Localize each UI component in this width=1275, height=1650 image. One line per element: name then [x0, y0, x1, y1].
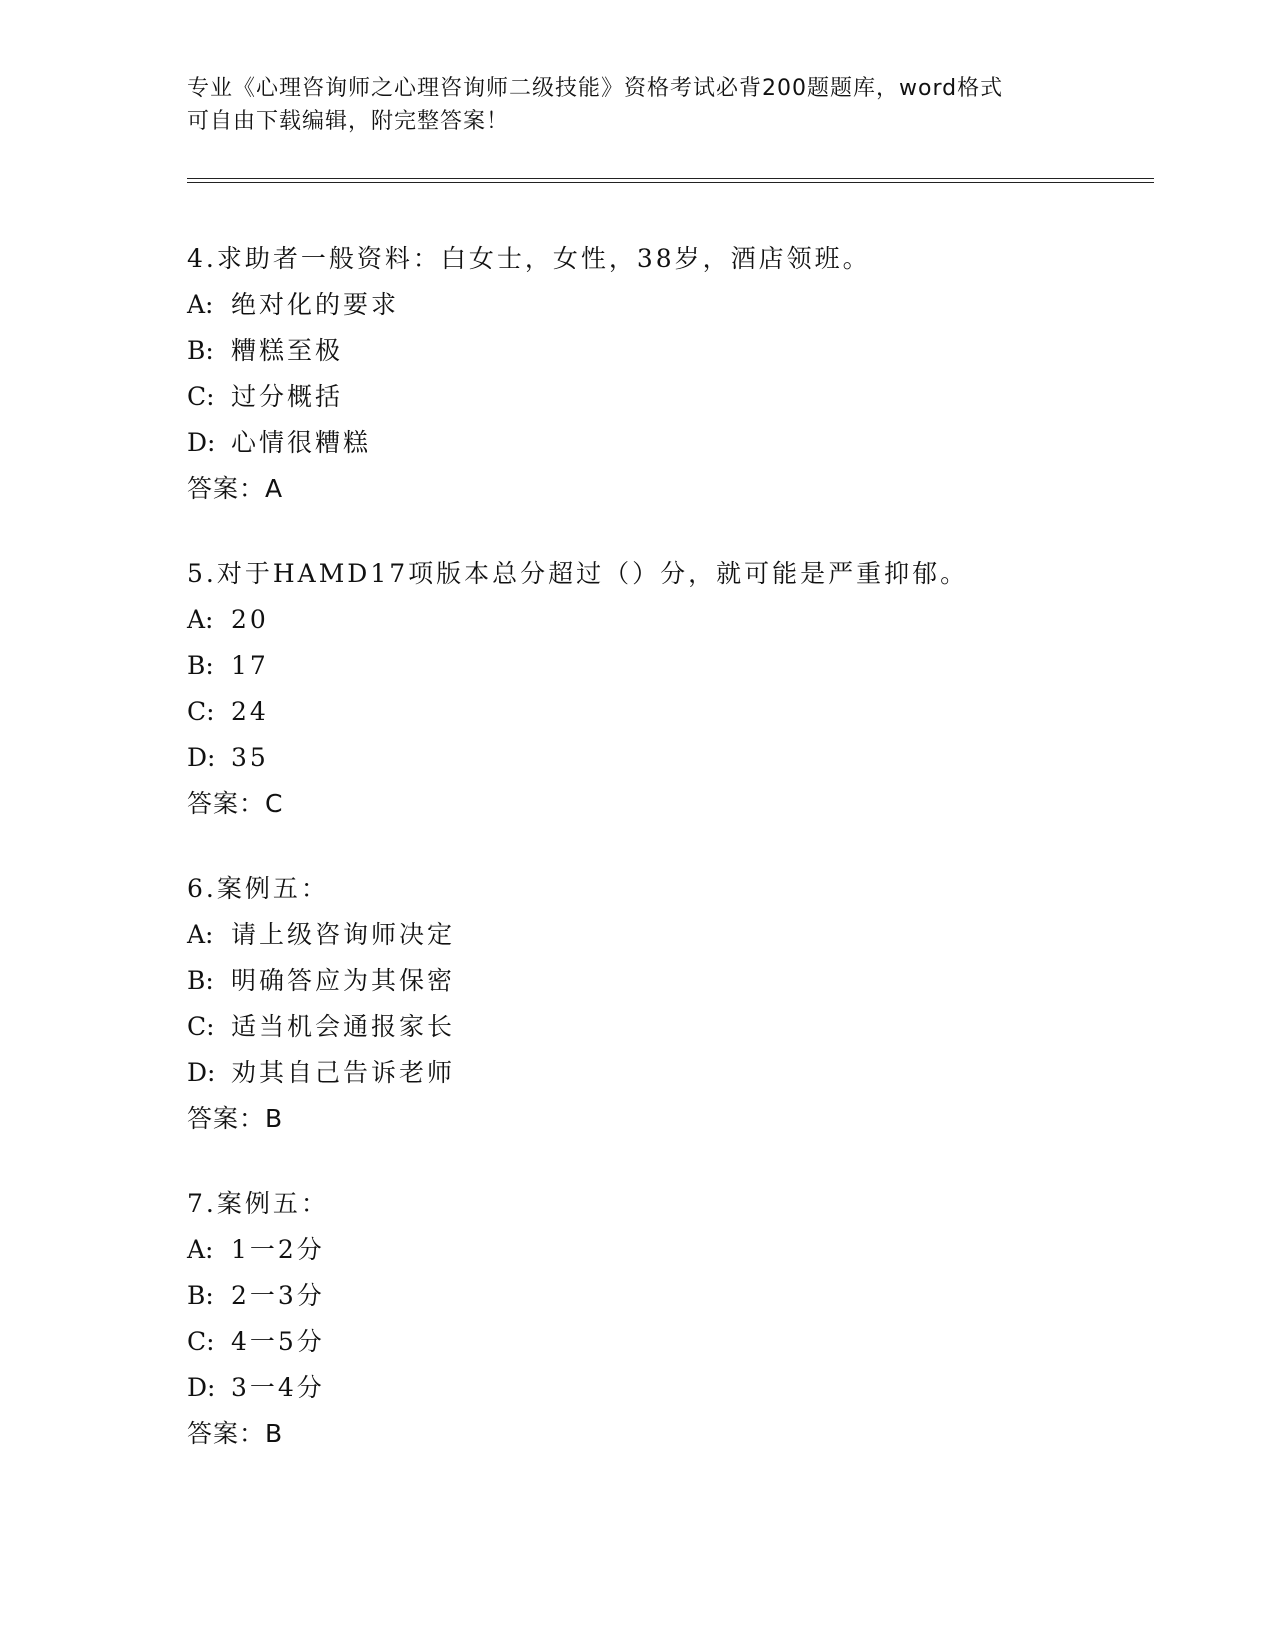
option-key: B: [187, 966, 214, 995]
option-text: 糟糕至极 [231, 336, 344, 365]
question-item [187, 551, 1147, 827]
question-stem: 5.对于HAMD17项版本总分超过（）分，就可能是严重抑郁。 [187, 559, 969, 588]
option-key: B: [187, 651, 214, 680]
option-text: 劝其自己告诉老师 [231, 1058, 456, 1087]
option-key: C: [187, 382, 215, 411]
option-key: B: [187, 1281, 214, 1310]
option-c [187, 1319, 1147, 1365]
question-stem: 7.案例五： [187, 1189, 329, 1218]
option-d [187, 1365, 1147, 1411]
option-key: C: [187, 697, 215, 726]
option-a [187, 597, 1147, 643]
answer-line: 答案：B [187, 1104, 284, 1133]
option-text: 2一3分 [231, 1281, 325, 1310]
option-text: 1一2分 [231, 1235, 325, 1264]
question-stem: 4.求助者一般资料：白女士，女性，38岁，酒店领班。 [187, 244, 871, 273]
question-item [187, 236, 1147, 512]
question-list [187, 236, 1147, 1496]
option-key: A: [187, 605, 214, 634]
answer-line: 答案：B [187, 1419, 284, 1448]
option-text: 绝对化的要求 [231, 290, 400, 319]
option-text: 过分概括 [231, 382, 344, 411]
header-title-line-1: 专业《心理咨询师之心理咨询师二级技能》资格考试必背200题题库，word格式 [187, 76, 1004, 101]
question-item [187, 866, 1147, 1142]
option-key: A: [187, 1235, 214, 1264]
header-title-line-2: 可自由下载编辑，附完整答案！ [187, 109, 510, 134]
option-d [187, 1050, 1147, 1096]
option-key: D: [187, 1058, 216, 1087]
option-key: A: [187, 920, 214, 949]
option-a [187, 1227, 1147, 1273]
question-stem: 6.案例五： [187, 874, 329, 903]
option-b [187, 958, 1147, 1004]
option-text: 明确答应为其保密 [231, 966, 456, 995]
option-text: 35 [231, 743, 269, 772]
option-b [187, 1273, 1147, 1319]
option-text: 心情很糟糕 [231, 428, 372, 457]
option-text: 17 [231, 651, 269, 680]
option-d [187, 735, 1147, 781]
option-d [187, 420, 1147, 466]
option-key: B: [187, 336, 214, 365]
option-c [187, 374, 1147, 420]
option-key: D: [187, 1373, 216, 1402]
option-key: D: [187, 428, 216, 457]
option-text: 4一5分 [231, 1327, 325, 1356]
option-text: 适当机会通报家长 [231, 1012, 456, 1041]
option-text: 3一4分 [231, 1373, 325, 1402]
option-key: A: [187, 290, 214, 319]
option-key: C: [187, 1012, 215, 1041]
option-text: 24 [231, 697, 269, 726]
answer-line: 答案：C [187, 789, 284, 818]
option-c [187, 1004, 1147, 1050]
option-text: 请上级咨询师决定 [231, 920, 456, 949]
question-item [187, 1181, 1147, 1457]
option-b [187, 328, 1147, 374]
option-key: C: [187, 1327, 215, 1356]
header-divider-top [187, 178, 1154, 179]
option-key: D: [187, 743, 216, 772]
document-header [187, 72, 1067, 138]
option-b [187, 643, 1147, 689]
header-divider-bottom [187, 182, 1154, 183]
option-c [187, 689, 1147, 735]
option-a [187, 912, 1147, 958]
option-text: 20 [231, 605, 269, 634]
answer-line: 答案：A [187, 474, 284, 503]
option-a [187, 282, 1147, 328]
